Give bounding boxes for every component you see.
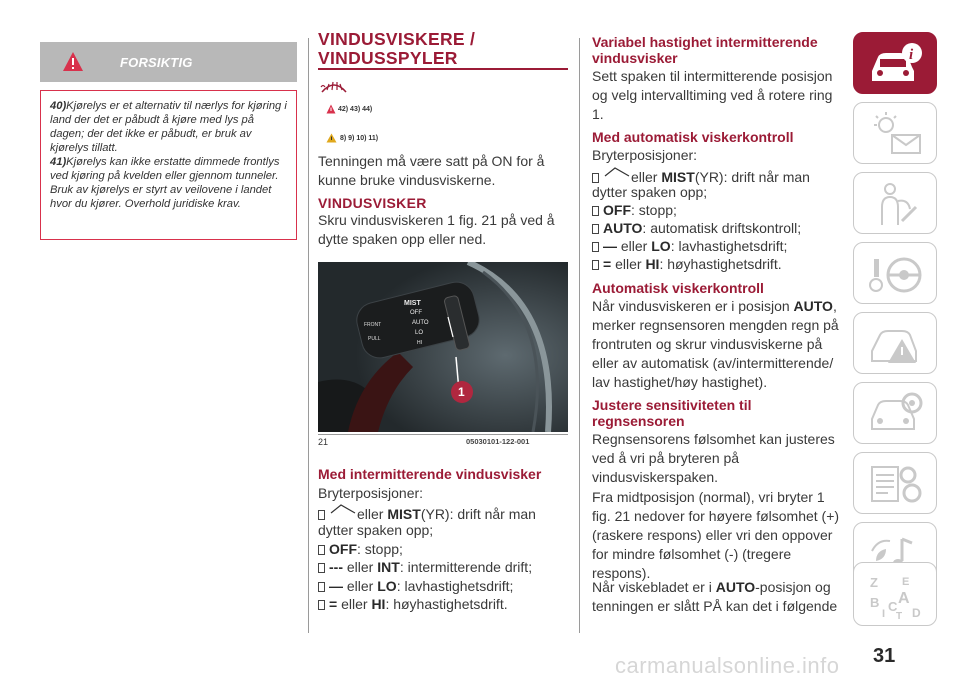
option-mist-cont: dytter spaken opp; (318, 522, 434, 538)
sidebar-item-technical-data[interactable] (853, 452, 937, 514)
option-off-right: OFF: stopp; (592, 202, 677, 219)
switch-positions-label: Bryterposisjoner: (318, 485, 424, 501)
bullet-box (318, 600, 325, 610)
car-info-icon (868, 41, 924, 87)
watermark: carmanualsonline.info (615, 653, 840, 678)
option-mist: eller MIST(YR): drift når man (318, 503, 536, 523)
bullet-box (592, 206, 599, 216)
photo-callout-1: 1 (458, 385, 465, 399)
sidebar-item-car-info[interactable] (853, 32, 937, 94)
mist-symbol-icon (603, 166, 631, 178)
warning-item: 41)Kjørelys kan ikke erstatte dimmede frontlys ved kjøring på kvelden eller gjennom tunneler. Bruk av kjørelys er styrt av veilovene i landet hvor du kjører. Overhold juridiske krav. (50, 156, 280, 210)
warning-lights-icon (868, 111, 924, 157)
sidebar-item-index[interactable] (853, 562, 937, 626)
bullet-box (592, 173, 599, 183)
bullet-box (318, 510, 325, 520)
figure-rule (318, 434, 568, 435)
variable-speed-text: Sett spaken til intermitterende posisjon og velg intervalltiming ved å rotere ring 1. (592, 68, 833, 122)
maintenance-icon (868, 391, 924, 437)
photo-label-mist: MIST (404, 300, 421, 307)
photo-label-auto: AUTO (412, 320, 429, 326)
option-hi: = eller HI: høyhastighetsdrift. (318, 596, 508, 613)
warning-header (40, 42, 297, 82)
warning-item: 40)Kjørelys er et alternativ til nærlys for kjøring i land der det er påbudt å kjøre med lys på dagen; der det ikke er påbudt, er bruk av kjørelys tillatt. (50, 100, 287, 154)
mist-symbol-icon (329, 503, 357, 515)
option-off: OFF: stopp; (318, 541, 403, 558)
photo-label-lo: LO (415, 330, 424, 336)
svg-text:i: i (909, 47, 914, 63)
option-mist-cont-right: dytter spaken opp; (592, 184, 708, 200)
sensitivity-text-2: Fra midtposisjon (normal), vri bryter 1 fig. 21 nedover for høyere følsomhet (+) (raskere respons) eller vri den oppover for mindre følsomhet (-) (tregere respons). (592, 489, 840, 581)
caution-refs: 8) 9) 10) 11) (340, 135, 379, 142)
bullet-box (592, 224, 599, 234)
bullet-box (318, 563, 325, 573)
sensitivity-text-3: Når viskebladet er i AUTO-posisjon og tenningen er slått PÅ kan det i følgende (592, 579, 838, 614)
sidebar-item-warning-lights[interactable] (853, 102, 937, 164)
figure-code: 05030101-122-001 (466, 437, 530, 446)
caution-ref-icon (326, 133, 337, 143)
automatic-control-text: Når vindusviskeren er i posisjon AUTO, merker regnsensoren mengden regn på frontruten og skrur vindusviskerne på eller av automatisk (av/intermitterende/ lav hastighet/høy hastighet). (592, 298, 839, 390)
automatic-control-heading: Automatisk viskerkontroll (592, 280, 764, 296)
svg-text:I: I (882, 608, 886, 620)
option-lo: — eller LO: lavhastighetsdrift; (318, 578, 513, 595)
windshield-wiper-icon (319, 78, 349, 94)
svg-text:D: D (912, 606, 921, 620)
svg-text:Z: Z (870, 575, 878, 590)
column-divider (579, 38, 580, 633)
bullet-box (592, 242, 599, 252)
wiper-lever-photo (318, 262, 568, 432)
bullet-box (592, 260, 599, 270)
option-lo-right: — eller LO: lavhastighetsdrift; (592, 238, 787, 255)
sidebar-item-emergency[interactable] (853, 312, 937, 374)
sidebar-item-starting-driving[interactable] (853, 242, 937, 304)
auto-control-heading: Med automatisk viskerkontroll (592, 129, 794, 145)
figure-number: 21 (318, 437, 329, 447)
sidebar-item-maintenance[interactable] (853, 382, 937, 444)
photo-label-hi: HI (417, 340, 422, 346)
index-icon (868, 571, 924, 621)
photo-label-front: FRONT (364, 322, 382, 328)
svg-text:B: B (870, 595, 880, 610)
sensitivity-text-1: Regnsensorens følsomhet kan justeres ved å vri på bryteren på vindusviskerspaken. (592, 431, 835, 485)
switch-positions-label-right: Bryterposisjoner: (592, 147, 698, 163)
wiper-text: Skru vindusviskeren 1 fig. 21 på ved å dytte spaken opp eller ned. (318, 212, 555, 247)
bullet-box (318, 545, 325, 555)
svg-text:A: A (898, 590, 910, 607)
option-mist-right: eller MIST(YR): drift når man (592, 166, 810, 186)
sensitivity-heading: Justere sensitiviteten til regnsensoren (592, 397, 752, 429)
variable-speed-heading: Variabel hastighet intermitterende vindusvisker (592, 34, 818, 66)
svg-text:E: E (902, 576, 910, 588)
intermittent-heading: Med intermitterende vindusvisker (318, 466, 542, 482)
page-number: 31 (873, 645, 896, 667)
emergency-icon (868, 321, 924, 367)
title-underline (318, 68, 568, 70)
svg-text:C: C (888, 599, 898, 614)
option-auto-right: AUTO: automatisk driftskontroll; (592, 220, 801, 237)
technical-data-icon (868, 461, 924, 507)
column-divider (308, 38, 309, 633)
photo-label-off: OFF (410, 310, 422, 316)
warning-ref-icon (326, 104, 336, 114)
intro-text: Tenningen må være satt på ON for å kunne bruke vindusviskerne. (318, 153, 545, 188)
sidebar-item-safety[interactable] (853, 172, 937, 234)
bullet-box (318, 582, 325, 592)
photo-label-pull: PULL (368, 336, 381, 342)
wiper-heading: VINDUSVISKER (318, 195, 427, 211)
option-hi-right: = eller HI: høyhastighetsdrift. (592, 256, 782, 273)
starting-driving-icon (868, 251, 924, 297)
warning-body (40, 90, 297, 240)
svg-text:T: T (896, 611, 903, 621)
page-title: VINDUSVISKERE / VINDUSSPYLER (318, 29, 476, 68)
option-int: --- eller INT: intermitterende drift; (318, 559, 532, 576)
warning-refs: 42) 43) 44) (338, 106, 373, 113)
warning-triangle-icon (62, 51, 84, 73)
warning-title: FORSIKTIG (120, 55, 193, 70)
safety-airbag-icon (868, 181, 924, 227)
